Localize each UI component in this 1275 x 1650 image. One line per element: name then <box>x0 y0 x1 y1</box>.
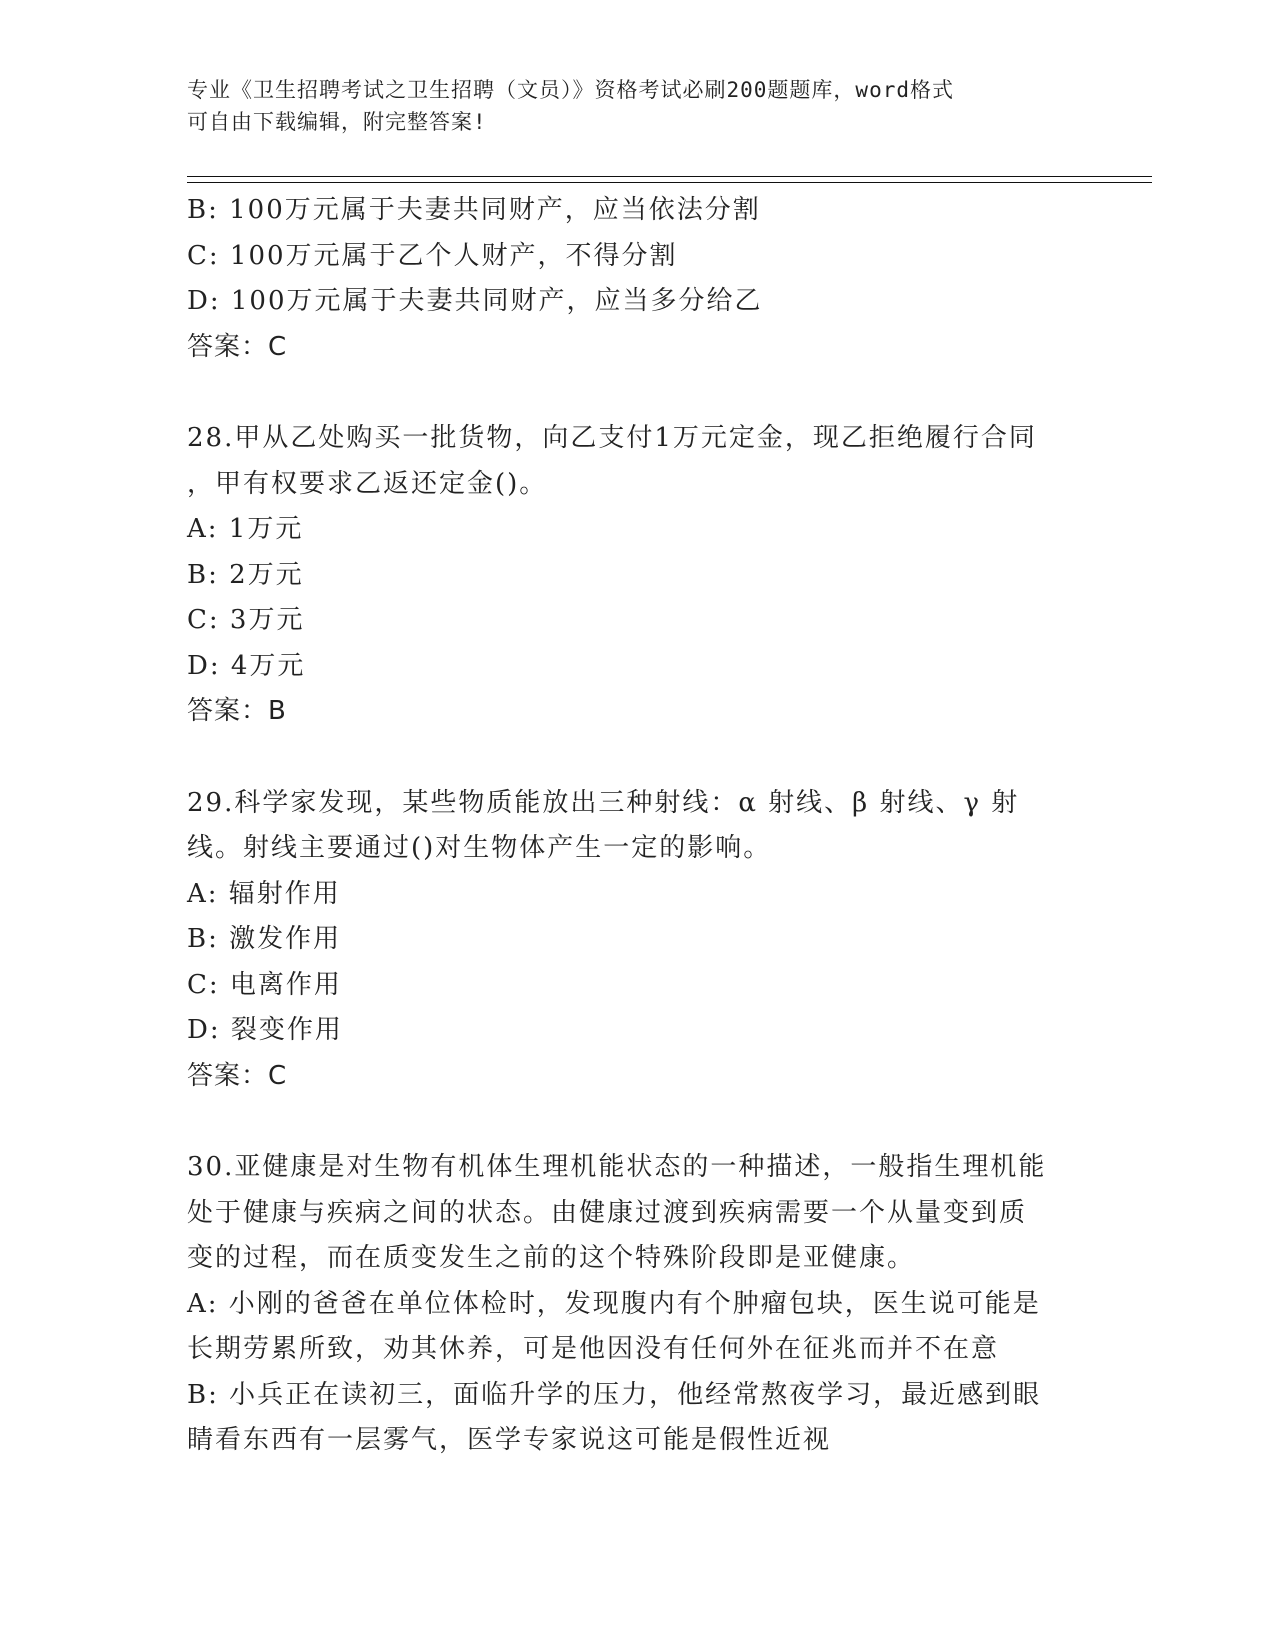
question-27-answer: 答案：C <box>187 331 288 362</box>
spacer <box>187 370 1087 416</box>
spacer <box>187 735 1087 781</box>
question-29-stem-line-2: 线。射线主要通过()对生物体产生一定的影响。 <box>187 833 772 863</box>
question-29-option-d: D: 裂变作用 <box>187 1015 343 1045</box>
question-27 <box>187 188 1087 370</box>
question-29-stem-line-1: 29.科学家发现，某些物质能放出三种射线：α 射线、β 射线、γ 射 <box>187 787 1020 818</box>
question-28-option-b: B: 2万元 <box>187 559 304 590</box>
question-30-option-a-line-2: 长期劳累所致，劝其休养，可是他因没有任何外在征兆而并不在意 <box>187 1334 1000 1364</box>
header-rule-top <box>187 176 1152 177</box>
question-28-stem-line-1: 28.甲从乙处购买一批货物，向乙支付1万元定金，现乙拒绝履行合同 <box>187 423 1037 453</box>
question-28-option-d: D: 4万元 <box>187 650 306 681</box>
question-27-option-b: B: 100万元属于夫妻共同财产，应当依法分割 <box>187 195 761 225</box>
question-30 <box>187 1145 1087 1464</box>
question-28-option-a: A: 1万元 <box>187 514 304 544</box>
question-28-stem-line-2: ，甲有权要求乙返还定金()。 <box>187 468 548 499</box>
document-header <box>187 74 1067 138</box>
question-30-stem-line-2: 处于健康与疾病之间的状态。由健康过渡到疾病需要一个从量变到质 <box>187 1197 1028 1228</box>
question-29-option-b: B: 激发作用 <box>187 924 342 954</box>
question-30-option-b-line-1: B: 小兵正在读初三，面临升学的压力，他经常熬夜学习，最近感到眼 <box>187 1379 1042 1410</box>
question-29-option-a: A: 辐射作用 <box>187 878 341 909</box>
question-30-option-b-line-2: 睛看东西有一层雾气，医学专家说这可能是假性近视 <box>187 1425 832 1455</box>
header-rule-bottom <box>187 182 1152 183</box>
question-content <box>187 188 1087 1464</box>
header-title-line-2: 可自由下载编辑，附完整答案! <box>187 110 487 134</box>
question-29-option-c: C: 电离作用 <box>187 969 342 1000</box>
question-30-option-a-line-1: A: 小刚的爸爸在单位体检时，发现腹内有个肿瘤包块，医生说可能是 <box>187 1288 1041 1319</box>
question-28-option-c: C: 3万元 <box>187 605 305 635</box>
question-29 <box>187 781 1087 1100</box>
question-29-answer: 答案：C <box>187 1060 288 1091</box>
header-title-line-1: 专业《卫生招聘考试之卫生招聘（文员）》资格考试必刷200题题库，word格式 <box>187 78 954 102</box>
question-30-stem-line-3: 变的过程，而在质变发生之前的这个特殊阶段即是亚健康。 <box>187 1243 916 1273</box>
spacer <box>187 1099 1087 1145</box>
question-27-option-d: D: 100万元属于夫妻共同财产，应当多分给乙 <box>187 286 763 316</box>
question-30-stem-line-1: 30.亚健康是对生物有机体生理机能状态的一种描述，一般指生理机能 <box>187 1152 1047 1182</box>
question-27-option-c: C: 100万元属于乙个人财产，不得分割 <box>187 240 678 271</box>
question-28-answer: 答案：B <box>187 696 287 726</box>
question-28 <box>187 416 1087 735</box>
